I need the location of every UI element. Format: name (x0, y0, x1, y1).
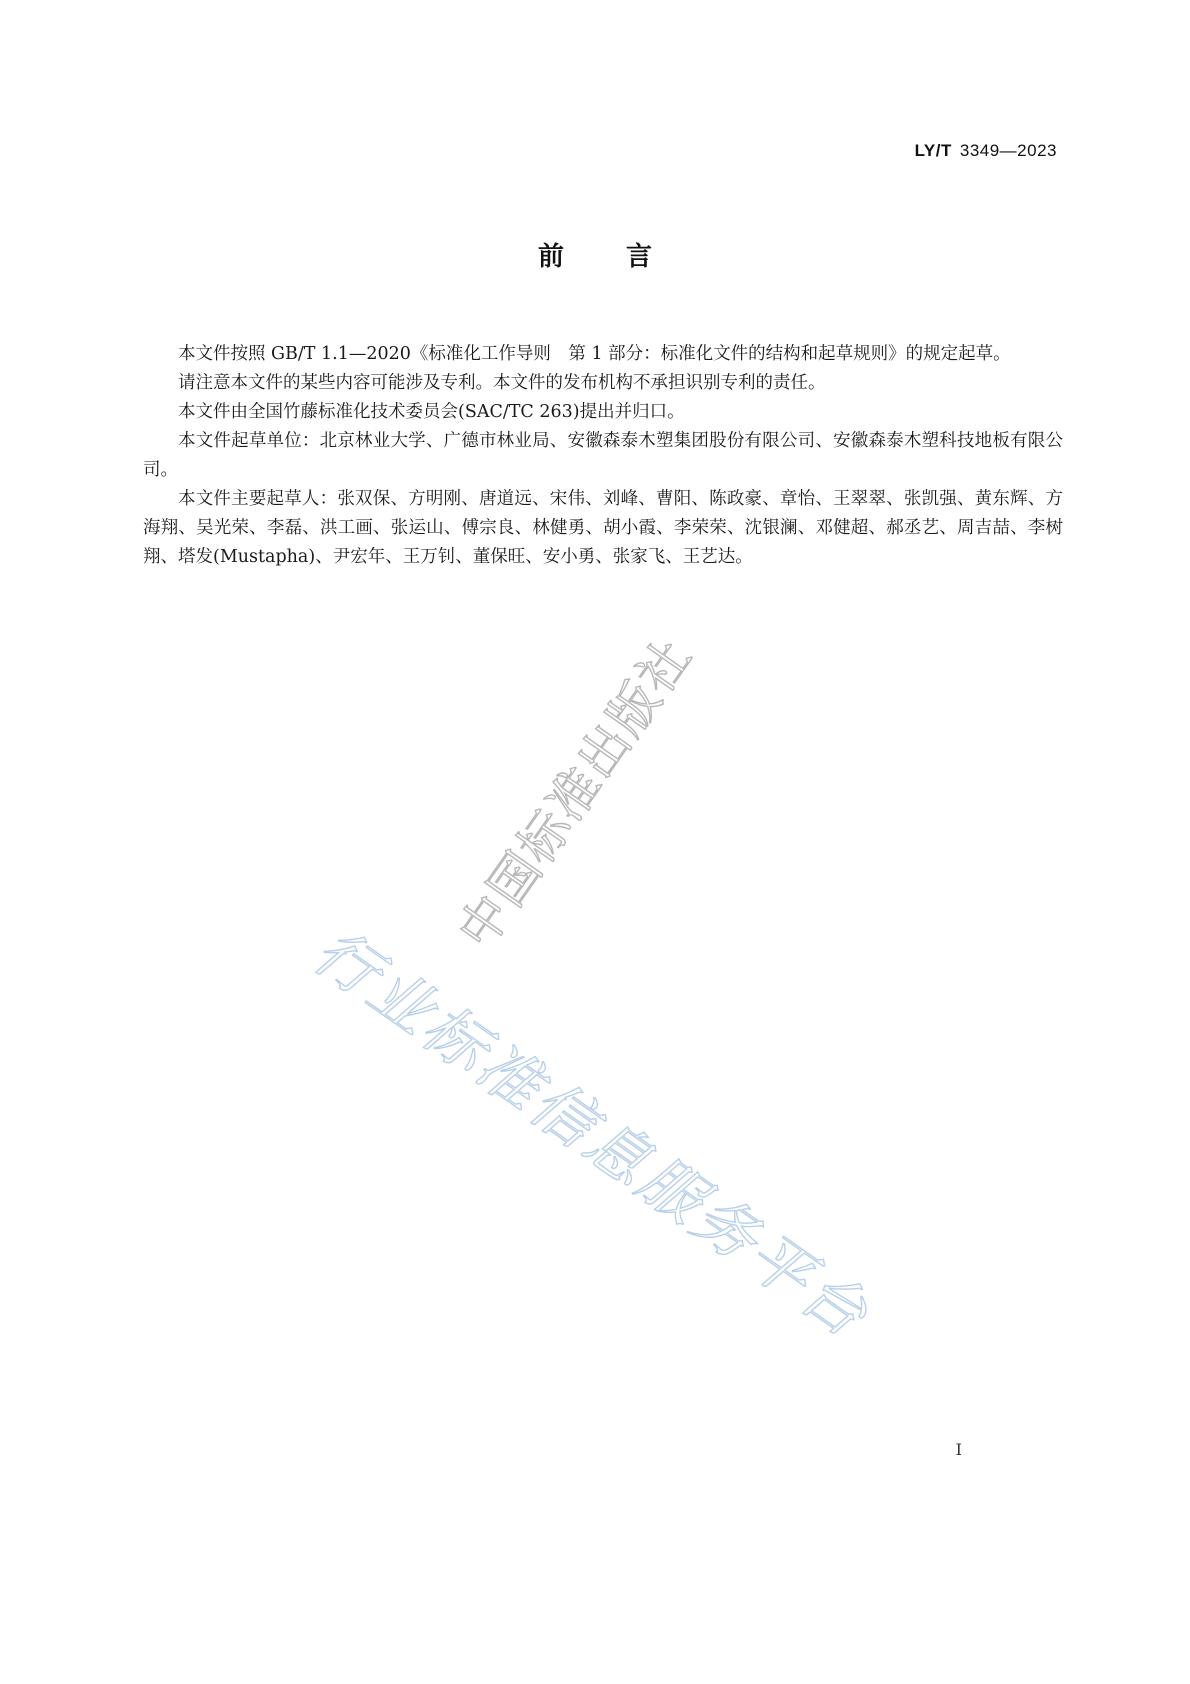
paragraph-drafters: 本文件主要起草人：张双保、方明刚、唐道远、宋伟、刘峰、曹阳、陈政豪、章怡、王翠翠、张凯强、黄东辉、方海翔、吴光荣、李磊、洪工画、张运山、傅宗良、林健勇、胡小霞、李荣荣、沈银澜、邓健超、郝丞艺、周吉喆、李树翔、塔发(Mustapha)、尹宏年、王万钊、董保旺、安小勇、张家飞、王艺达。 (143, 489, 1063, 567)
standard-code (915, 141, 1057, 161)
page-title: 前言 (537, 242, 714, 272)
paragraph-drafting-units: 本文件起草单位：北京林业大学、广德市林业局、安徽森泰木塑集团股份有限公司、安徽森泰木塑科技地板有限公司。 (143, 431, 1063, 480)
page-number: I (955, 1440, 962, 1459)
paragraph-committee: 本文件由全国竹藤标准化技术委员会(SAC/TC 263)提出并归口。 (178, 402, 685, 422)
publisher-watermark: 中国标准出版社 (447, 627, 704, 960)
paragraph-drafting-rules: 本文件按照 GB/T 1.1—2020《标准化工作导则 第 1 部分：标准化文件的结构和起草规则》的规定起草。 (178, 344, 1011, 364)
standard-code-prefix: LY/T (914, 141, 952, 160)
standard-code-number: 3349—2023 (959, 141, 1057, 160)
foreword-body (143, 340, 1063, 572)
paragraph-patent-notice: 请注意本文件的某些内容可能涉及专利。本文件的发布机构不承担识别专利的责任。 (178, 373, 826, 393)
platform-watermark: 行业标准信息服务平台 (300, 914, 884, 1353)
